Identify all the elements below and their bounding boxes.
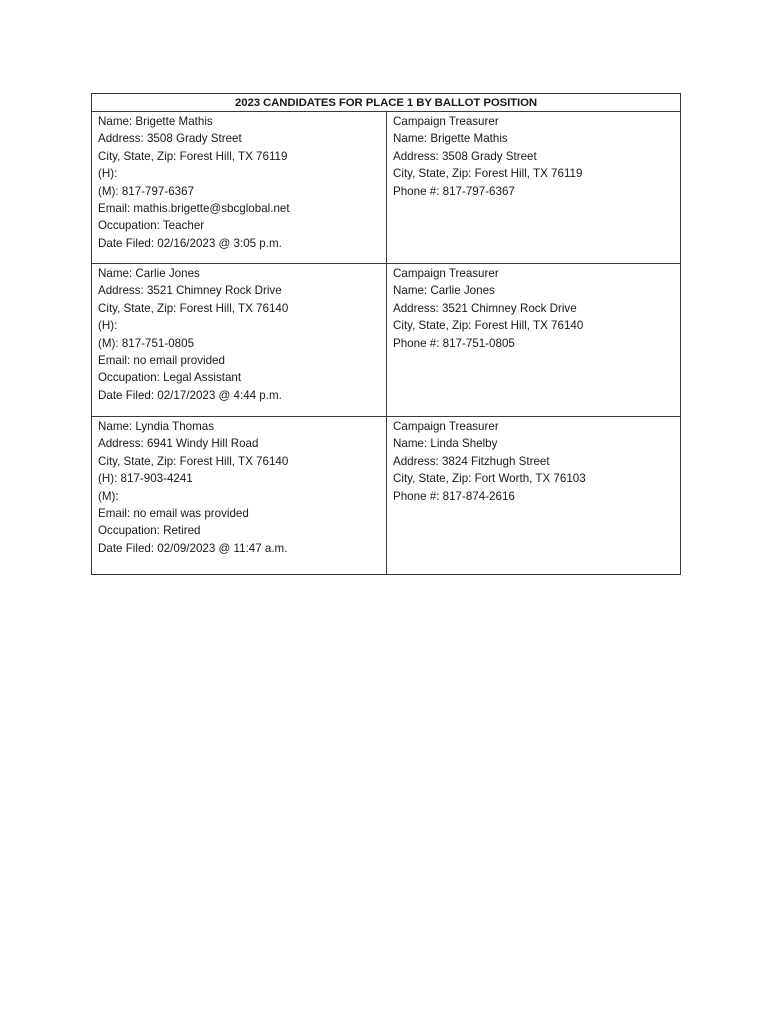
candidates-table — [91, 93, 681, 575]
treasurer-address: Address: 3824 Fitzhugh Street — [393, 454, 550, 468]
table-row — [92, 112, 681, 264]
candidate-home-phone: (H): — [98, 167, 118, 181]
table-title: 2023 CANDIDATES FOR PLACE 1 BY BALLOT POSITION — [92, 94, 681, 112]
candidate-email: Email: no email provided — [98, 354, 225, 368]
candidate-occupation: Occupation: Legal Assistant — [98, 371, 242, 385]
candidate-address: Address: 6941 Windy Hill Road — [98, 437, 259, 451]
treasurer-heading: Campaign Treasurer — [393, 420, 499, 433]
candidate-date-filed: Date Filed: 02/09/2023 @ 11:47 a.m. — [98, 541, 288, 555]
candidate-occupation: Occupation: Retired — [98, 524, 201, 538]
candidate-mobile-phone: (M): 817-797-6367 — [98, 184, 195, 198]
treasurer-phone: Phone #: 817-751-0805 — [393, 336, 515, 350]
table-row — [92, 417, 681, 575]
candidate-mobile-phone: (M): 817-751-0805 — [98, 336, 195, 350]
treasurer-cell — [387, 417, 681, 575]
candidate-address: Address: 3508 Grady Street — [98, 132, 242, 146]
treasurer-address: Address: 3521 Chimney Rock Drive — [393, 301, 577, 315]
treasurer-heading: Campaign Treasurer — [393, 267, 499, 280]
table-row — [92, 264, 681, 417]
treasurer-phone: Phone #: 817-874-2616 — [393, 489, 515, 503]
treasurer-cell — [387, 112, 681, 264]
candidate-name: Name: Carlie Jones — [98, 267, 200, 280]
table-header-row — [92, 94, 681, 112]
treasurer-city-state-zip: City, State, Zip: Forest Hill, TX 76140 — [393, 319, 584, 333]
candidate-email: Email: no email was provided — [98, 507, 249, 521]
candidate-date-filed: Date Filed: 02/16/2023 @ 3:05 p.m. — [98, 236, 282, 250]
treasurer-city-state-zip: City, State, Zip: Fort Worth, TX 76103 — [393, 472, 586, 486]
candidate-home-phone: (H): — [98, 319, 118, 333]
candidate-city-state-zip: City, State, Zip: Forest Hill, TX 76140 — [98, 301, 289, 315]
treasurer-name: Name: Carlie Jones — [393, 284, 495, 298]
treasurer-phone: Phone #: 817-797-6367 — [393, 184, 515, 198]
treasurer-name: Name: Brigette Mathis — [393, 132, 508, 146]
candidate-email: Email: mathis.brigette@sbcglobal.net — [98, 202, 290, 216]
candidate-date-filed: Date Filed: 02/17/2023 @ 4:44 p.m. — [98, 388, 282, 402]
candidate-cell — [92, 112, 387, 264]
treasurer-cell — [387, 264, 681, 417]
candidate-name: Name: Brigette Mathis — [98, 115, 213, 128]
candidate-mobile-phone: (M): — [98, 489, 119, 503]
treasurer-heading: Campaign Treasurer — [393, 115, 499, 128]
treasurer-address: Address: 3508 Grady Street — [393, 149, 537, 163]
treasurer-name: Name: Linda Shelby — [393, 437, 498, 451]
candidate-name: Name: Lyndia Thomas — [98, 420, 214, 433]
candidate-occupation: Occupation: Teacher — [98, 219, 205, 233]
treasurer-city-state-zip: City, State, Zip: Forest Hill, TX 76119 — [393, 167, 583, 181]
candidate-home-phone: (H): 817-903-4241 — [98, 472, 193, 486]
candidate-cell — [92, 264, 387, 417]
candidate-city-state-zip: City, State, Zip: Forest Hill, TX 76119 — [98, 149, 288, 163]
candidate-city-state-zip: City, State, Zip: Forest Hill, TX 76140 — [98, 454, 289, 468]
candidate-address: Address: 3521 Chimney Rock Drive — [98, 284, 282, 298]
candidate-cell — [92, 417, 387, 575]
